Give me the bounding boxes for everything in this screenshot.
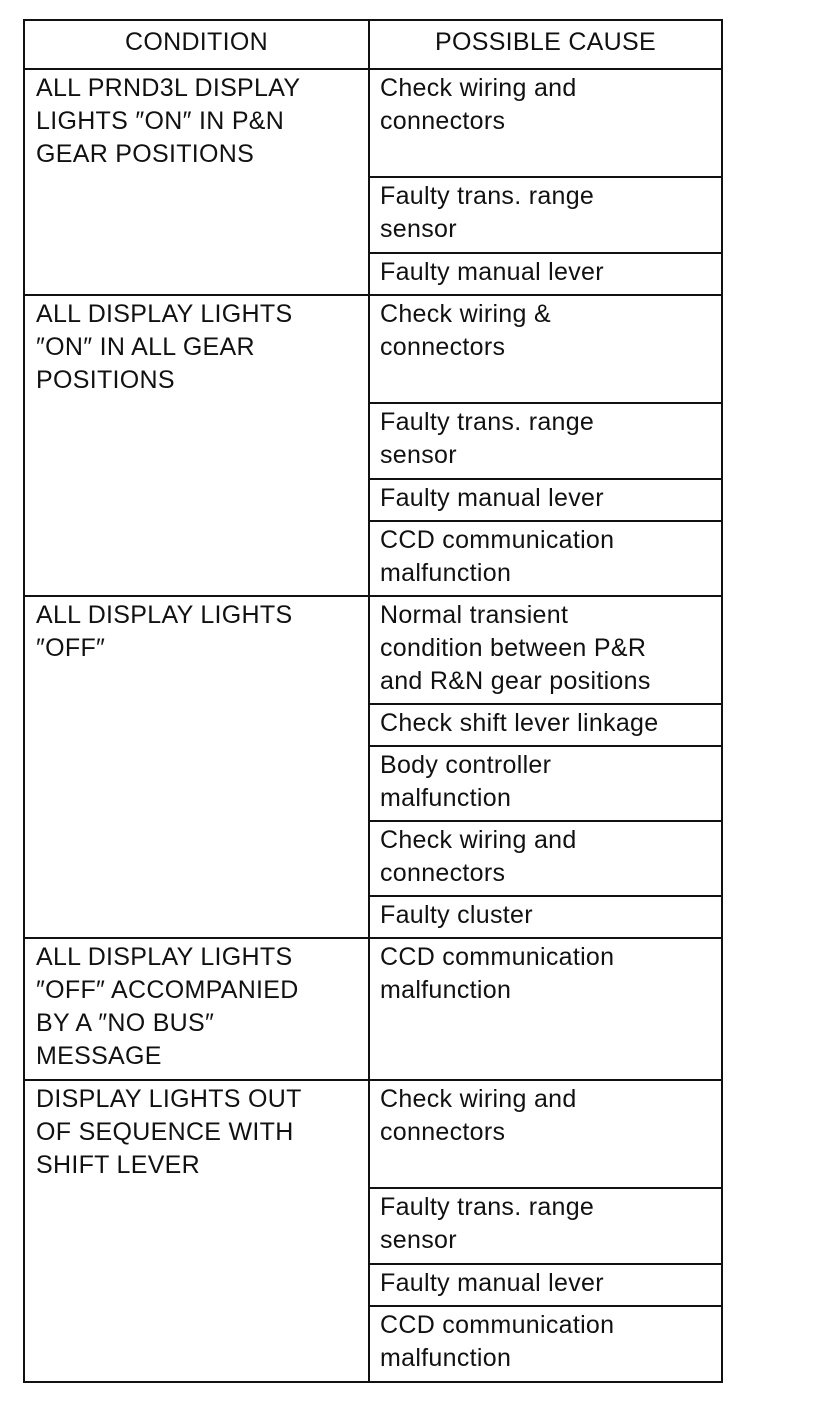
cause-cell: Faulty trans. range sensor: [369, 403, 722, 479]
condition-header: CONDITION: [24, 20, 369, 69]
table-row: [24, 69, 722, 177]
cause-cell: Faulty manual lever: [369, 1264, 722, 1306]
cause-cell: Check wiring and connectors: [369, 1080, 722, 1188]
condition-cell: DISPLAY LIGHTS OUT OF SEQUENCE WITH SHIFT LEVER: [24, 1080, 369, 1382]
cause-cell: Check shift lever linkage: [369, 704, 722, 746]
cause-cell: Check wiring and connectors: [369, 69, 722, 177]
condition-cell: ALL PRND3L DISPLAY LIGHTS ″ON″ IN P&N GEAR POSITIONS: [24, 69, 369, 295]
table-row: [24, 1080, 722, 1188]
cause-cell: CCD communication malfunction: [369, 938, 722, 1080]
cause-cell: Faulty trans. range sensor: [369, 177, 722, 253]
cause-cell: CCD communication malfunction: [369, 1306, 722, 1382]
diagnosis-table: [23, 19, 723, 1383]
header-row: [24, 20, 722, 69]
cause-cell: CCD communication malfunction: [369, 521, 722, 596]
possible-cause-header: POSSIBLE CAUSE: [369, 20, 722, 69]
table-row: [24, 938, 722, 1080]
cause-cell: Check wiring and connectors: [369, 821, 722, 896]
condition-cell: ALL DISPLAY LIGHTS ″ON″ IN ALL GEAR POSITIONS: [24, 295, 369, 596]
diagnosis-sheet: [23, 19, 723, 1383]
cause-cell: Faulty manual lever: [369, 253, 722, 295]
condition-cell: ALL DISPLAY LIGHTS ″OFF″: [24, 596, 369, 938]
cause-cell: Check wiring & connectors: [369, 295, 722, 403]
table-row: [24, 295, 722, 403]
cause-cell: Normal transient condition between P&R and R&N gear positions: [369, 596, 722, 704]
table-row: [24, 596, 722, 704]
cause-cell: Faulty trans. range sensor: [369, 1188, 722, 1264]
cause-cell: Faulty cluster: [369, 896, 722, 938]
cause-cell: Body controller malfunction: [369, 746, 722, 821]
condition-cell: ALL DISPLAY LIGHTS ″OFF″ ACCOMPANIED BY A ″NO BUS″ MESSAGE: [24, 938, 369, 1080]
cause-cell: Faulty manual lever: [369, 479, 722, 521]
